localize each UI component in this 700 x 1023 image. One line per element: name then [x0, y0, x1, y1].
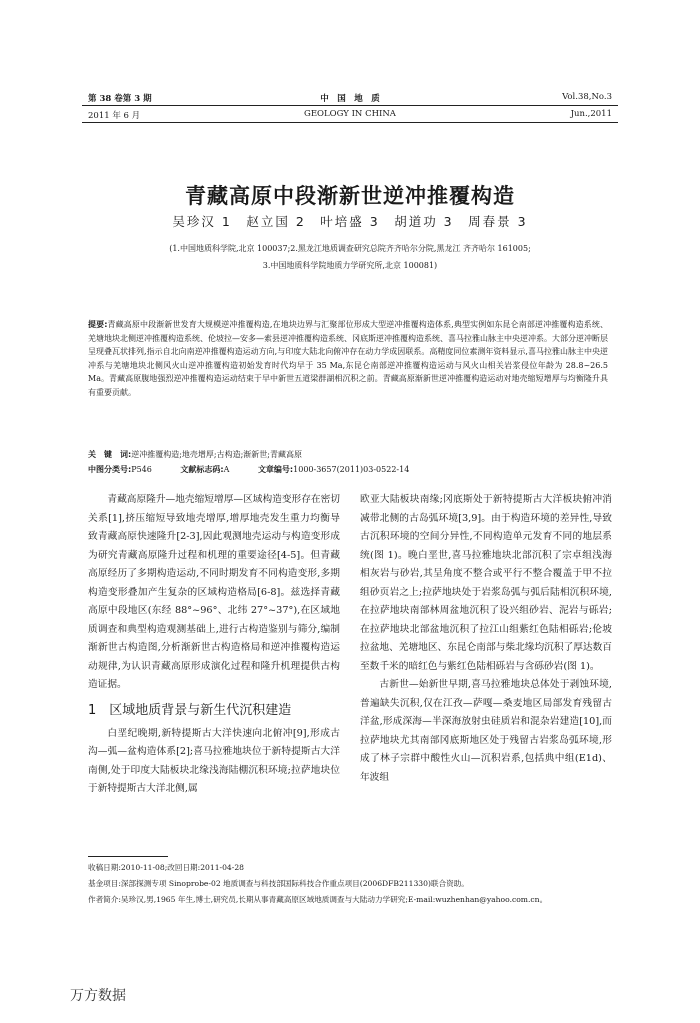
header-rule-bottom [82, 122, 618, 123]
date-en: Jun.,2011 [570, 109, 612, 119]
keywords [88, 449, 608, 460]
date-cn: 2011 年 6 月 [88, 111, 141, 121]
article-no-label: 文章编号: [257, 465, 294, 474]
clc-value: P546 [131, 465, 152, 474]
abstract [88, 318, 608, 400]
footnote-fund: 基金项目:深部探测专项 Sinoprobe-02 地质调查与科技部国际科技合作重点项目(2006DFB211330)联合资助。 [88, 879, 469, 888]
body-left-column [88, 491, 340, 799]
clc-label: 中图分类号: [88, 465, 132, 474]
footnote-rule [88, 856, 168, 857]
footnote-received: 收稿日期:2010-11-08;改回日期:2011-04-28 [88, 863, 244, 872]
footnote-author: 作者简介:吴珍汉,男,1965 年生,博士,研究员,长期从事青藏高原区域地质调查与大陆动力学研究;E-mail:wuzhenhan@yahoo.com.cn。 [88, 895, 548, 904]
section-1-heading: 1 区域地质背景与新生代沉积建造 [88, 702, 292, 718]
doc-code-value: A [223, 465, 230, 474]
section-1-paragraph-1-cont: 欧亚大陆板块南缘;冈底斯处于新特提斯古大洋板块俯冲消减带北侧的古岛弧环境[3,9]。由于构造环境的差异性,导致古沉积环境的空间分异性,不同构造单元发育不同的地层系统(图 1)。晚白垩世,喜马拉雅地块北部沉积了宗卓组浅海相灰岩与砂岩,其呈角度不整合或平行不整合覆盖于甲不拉组砂页岩之上;拉萨地块处于岩浆岛弧与弧后陆相沉积环境,在拉萨地块南部林周盆地沉积了设兴组砂岩、泥岩与砾岩;在拉萨地块北部盆地沉积了拉江山组紫红色陆相砾岩;伦坡拉盆地、羌塘地区、东昆仑南部与柴北缘均沉积了厚达数百至数千米的暗红色与紫红色陆相砾岩与含砾砂岩(图 1)。 [360, 494, 612, 672]
authors: 吴珍汉 1 赵立国 2 叶培盛 3 胡道功 3 周春景 3 [172, 214, 528, 229]
journal-name-en: GEOLOGY IN CHINA [304, 109, 396, 119]
body-right-column [360, 491, 612, 787]
volume-issue-en: Vol.38,No.3 [562, 92, 612, 102]
classification-line [88, 464, 608, 475]
volume-issue-cn: 第 38 卷第 3 期 [88, 94, 152, 104]
journal-name-cn: 中 国 地 质 [320, 94, 380, 104]
abstract-label: 提要: [88, 320, 108, 329]
doc-code-label: 文献标志码: [180, 465, 224, 474]
abstract-text: 青藏高原中段渐新世发育大规模逆冲推覆构造,在地块边界与汇聚部位形成大型逆冲推覆构造体系,典型实例如东昆仑南部逆冲推覆构造系统、羌塘地块北侧逆冲推覆构造系统、伦坡拉—安多—索县逆冲推覆构造系统、冈底斯逆冲推覆构造系统、喜马拉雅山脉主中央逆冲系。大部分逆冲断层呈现叠瓦状排列,指示自北向南逆冲推覆构造运动方向,与印度大陆北向俯冲存在动力学成因联系。高精度同位素测年资料显示,喜马拉雅山脉主中央逆冲系与羌塘地块北侧风火山逆冲推覆构造初始发育时代均早于 35 Ma,东昆仑南部逆冲推覆构造运动与风火山相关岩浆侵位年龄为 28.8~26.5 Ma。青藏高原腹地强烈逆冲推覆构造运动结束于早中新世五道梁群湖相沉积之前。青藏高原渐新世逆冲推覆构造运动对地壳缩短增厚与均衡隆升具有重要贡献。 [88, 320, 608, 397]
affiliation-line-1: (1.中国地质科学院,北京 100037;2.黑龙江地质调查研究总院齐齐哈尔分院,黑龙江 齐齐哈尔 161005; [169, 244, 531, 253]
header-rule-top [82, 105, 618, 106]
intro-paragraph: 青藏高原隆升—地壳缩短增厚—区域构造变形存在密切关系[1],挤压缩短导致地壳增厚,增厚地壳发生重力均衡导致青藏高原快速隆升[2-3],因此观测地壳运动与构造变形成为研究青藏高原隆升过程和机理的重要途径[4-5]。但青藏高原经历了多期构造运动,不同时期发育不同构造变形,多期构造变形叠加产生复杂的区域构造格局[6-8]。兹选择青藏高原中段地区(东经 88°~96°、北纬 27°~37°),在区域地质调查和典型构造观测基础上,进行古构造鉴别与筛分,编制渐新世古构造图,分析渐新世古构造格局和逆冲推覆构造运动规律,为认识青藏高原形成演化过程和隆升机理提供古构造证据。 [88, 494, 340, 690]
section-1-paragraph-1: 白垩纪晚期,新特提斯古大洋快速向北俯冲[9],形成古沟—弧—盆构造体系[2];喜马拉雅地块位于新特提斯古大洋南侧,处于印度大陆板块北缘浅海陆棚沉积环境;拉萨地块位于新特提斯古大洋北侧,属 [88, 727, 340, 794]
keywords-label: 关 键 词: [88, 450, 132, 459]
watermark: 万方数据 [70, 988, 126, 1004]
article-no-value: 1000-3657(2011)03-0522-14 [293, 465, 410, 474]
keywords-text: 逆冲推覆构造;地壳增厚;古构造;渐新世;青藏高原 [131, 450, 302, 459]
paper-title: 青藏高原中段渐新世逆冲推覆构造 [185, 184, 515, 208]
affiliation-line-2: 3.中国地质科学院地质力学研究所,北京 100081) [262, 261, 438, 270]
section-1-paragraph-2: 古新世—始新世早期,喜马拉雅地块总体处于剥蚀环境,普遍缺失沉积,仅在江孜—萨嘎—桑麦地区局部发育残留古洋盆,形成深海—半深海放射虫硅质岩和混杂岩建造[10],而拉萨地块尤其南部冈底斯地区处于残留古岩浆岛弧环境,形成了林子宗群中酸性火山—沉积岩系,包括典中组(E1d)、年波组 [360, 679, 612, 783]
